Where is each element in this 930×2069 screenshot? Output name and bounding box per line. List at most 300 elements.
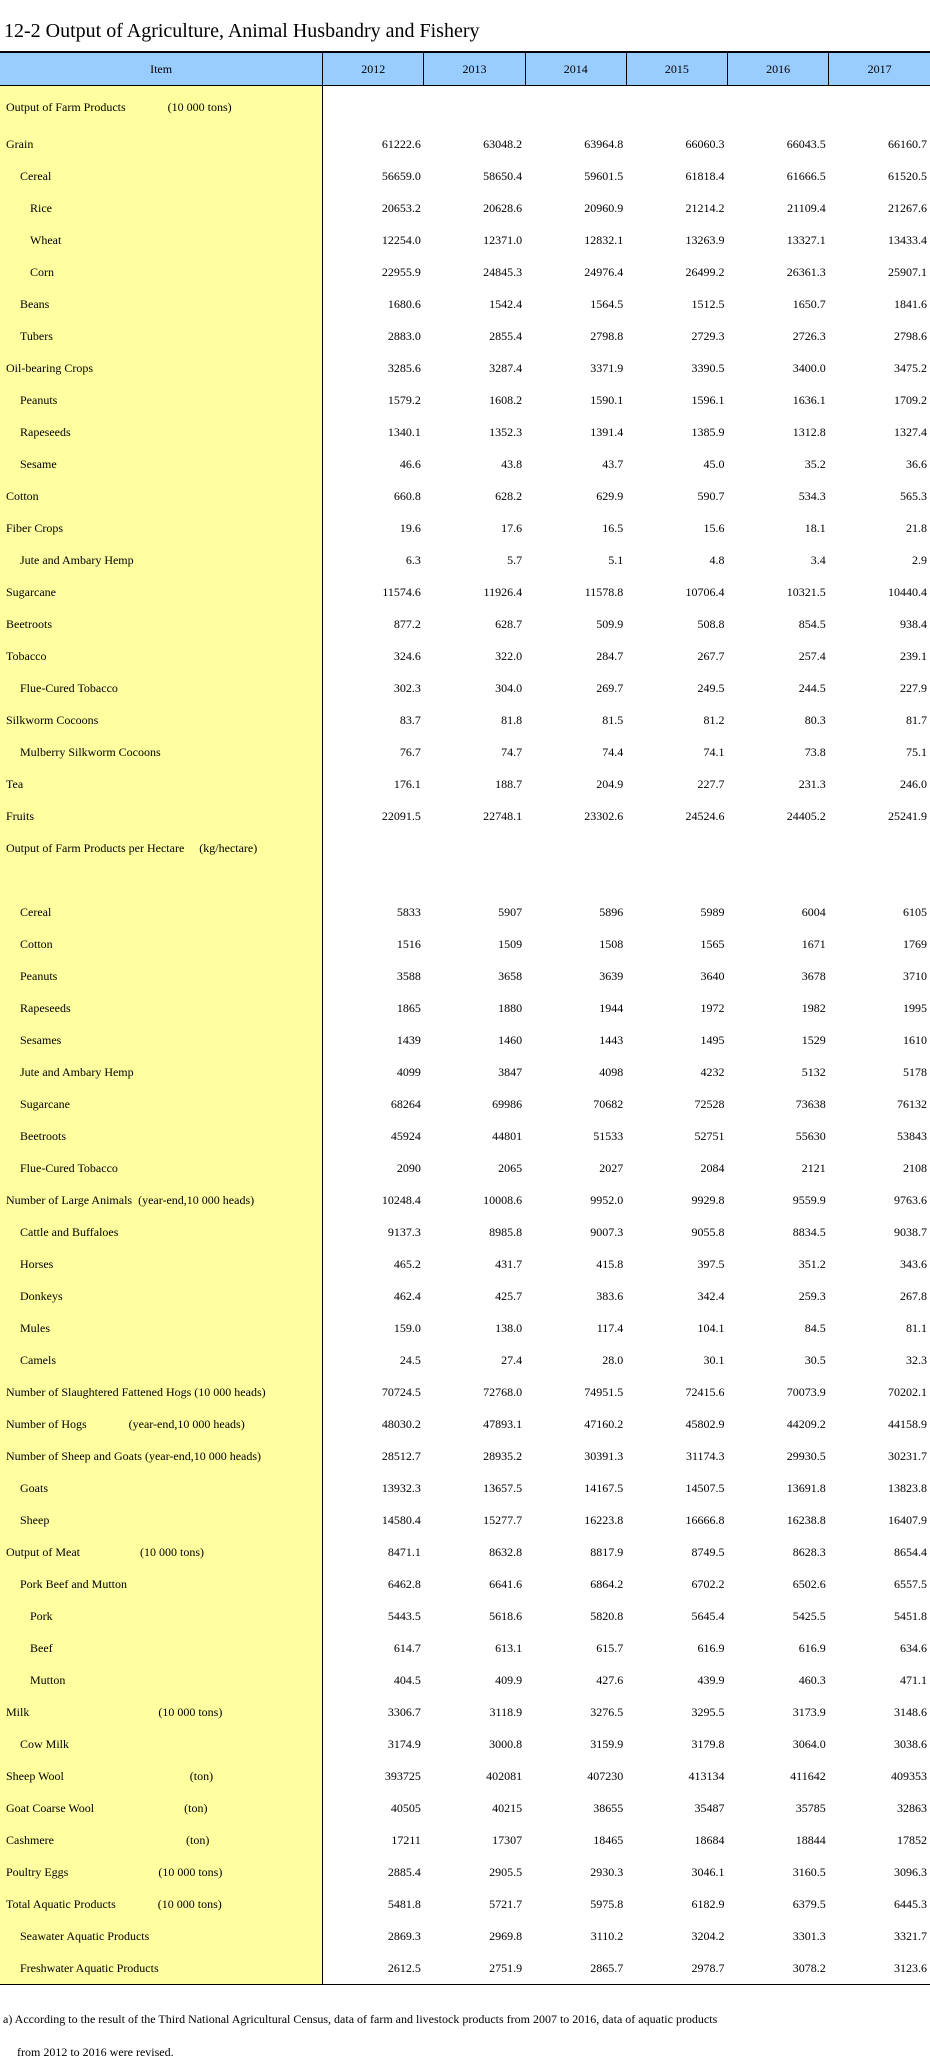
table-row (0, 1248, 930, 1280)
table-row (0, 224, 930, 256)
row-value: 10321.5 (786, 584, 826, 599)
row-value: 343.6 (900, 1256, 927, 1271)
row-value: 634.6 (900, 1640, 927, 1655)
row-value: 61818.4 (685, 168, 725, 183)
header-year: 2017 (829, 52, 930, 86)
row-value (525, 832, 626, 864)
row-value: 3371.9 (590, 360, 624, 375)
row-value: 24845.3 (483, 264, 523, 279)
row-value: 38655 (593, 1800, 624, 1815)
row-value: 1439 (396, 1032, 421, 1047)
row-value (829, 86, 930, 129)
table-row (0, 1760, 930, 1792)
row-value: 613.1 (495, 1640, 523, 1655)
row-value: 30.5 (804, 1352, 826, 1367)
row-value: 10440.4 (888, 584, 927, 599)
row-value: 159.0 (393, 1320, 421, 1335)
row-value: 17211 (391, 1832, 421, 1847)
row-value: 80.3 (804, 712, 826, 727)
row-value: 104.1 (697, 1320, 725, 1335)
row-value: 5989 (700, 904, 725, 919)
row-label: Mulberry Silkworm Cocoons (0, 736, 323, 768)
row-value: 8985.8 (489, 1224, 523, 1239)
row-value: 24976.4 (584, 264, 624, 279)
table-row (0, 608, 930, 640)
row-value: 45.0 (703, 456, 725, 471)
row-value: 2090 (396, 1160, 421, 1175)
row-value: 35487 (694, 1800, 725, 1815)
row-value: 8628.3 (792, 1544, 826, 1559)
table-row (0, 1472, 930, 1504)
footnote-line-2: from 2012 to 2016 were revised. (17, 2045, 174, 2059)
row-value: 227.9 (900, 680, 927, 695)
row-value: 2798.8 (590, 328, 624, 343)
row-label: Jute and Ambary Hemp (0, 1056, 323, 1088)
row-value: 3038.6 (894, 1736, 927, 1751)
row-value: 2065 (498, 1160, 523, 1175)
row-value: 10706.4 (685, 584, 725, 599)
row-value: 22955.9 (381, 264, 421, 279)
row-label: Seawater Aquatic Products (0, 1920, 323, 1952)
row-value: 3064.0 (792, 1736, 826, 1751)
row-value: 45802.9 (685, 1416, 725, 1431)
row-value: 462.4 (393, 1288, 421, 1303)
row-value: 2027 (599, 1160, 624, 1175)
row-label: Sesames (0, 1024, 323, 1056)
row-value: 17.6 (501, 520, 523, 535)
row-value: 628.2 (495, 488, 523, 503)
row-value: 3000.8 (489, 1736, 523, 1751)
row-value: 3078.2 (728, 1952, 829, 1985)
table-row (0, 1664, 930, 1696)
row-label: Fruits (0, 800, 323, 832)
row-value: 72415.6 (685, 1384, 725, 1399)
row-value: 5975.8 (590, 1896, 624, 1911)
row-value: 55630 (795, 1128, 826, 1143)
row-value: 3640 (700, 968, 725, 983)
row-value: 460.3 (798, 1672, 826, 1687)
row-value: 17852 (897, 1832, 927, 1847)
row-value: 53843 (897, 1128, 927, 1143)
table-row (0, 1824, 930, 1856)
row-label: Oil-bearing Crops (0, 352, 323, 384)
row-value: 508.8 (697, 616, 725, 631)
table-row (0, 864, 930, 896)
row-value: 46.6 (399, 456, 421, 471)
row-value: 8654.4 (894, 1544, 927, 1559)
row-value: 351.2 (798, 1256, 826, 1271)
row-label: Cotton (0, 928, 323, 960)
row-value: 51533 (593, 1128, 624, 1143)
table-row (0, 1024, 930, 1056)
row-label: Flue-Cured Tobacco (0, 1152, 323, 1184)
row-value: 2121 (801, 1160, 826, 1175)
table-body (0, 86, 930, 1985)
row-value: 3306.7 (387, 1704, 421, 1719)
row-value: 81.2 (703, 712, 725, 727)
row-value: 68264 (390, 1096, 421, 1111)
header-year: 2016 (728, 52, 829, 86)
row-value: 244.5 (798, 680, 826, 695)
row-value: 26499.2 (685, 264, 725, 279)
row-value: 404.5 (393, 1672, 421, 1687)
row-value: 660.8 (393, 488, 421, 503)
row-value: 16.5 (602, 520, 624, 535)
row-label: Horses (0, 1248, 323, 1280)
row-value: 590.7 (697, 488, 725, 503)
row-value: 12832.1 (584, 232, 624, 247)
row-value: 13433.4 (888, 232, 927, 247)
row-value: 1769 (903, 936, 927, 951)
row-value: 1509 (498, 936, 523, 951)
table-row (0, 1888, 930, 1920)
row-value: 3204.2 (691, 1928, 725, 1943)
row-value: 249.5 (697, 680, 725, 695)
row-value: 239.1 (900, 648, 927, 663)
row-value: 3179.8 (691, 1736, 725, 1751)
row-value: 8834.5 (792, 1224, 826, 1239)
row-value: 44209.2 (786, 1416, 826, 1431)
row-value: 3174.9 (387, 1736, 421, 1751)
row-value: 284.7 (596, 648, 624, 663)
row-value: 9007.3 (590, 1224, 624, 1239)
row-label: Peanuts (0, 960, 323, 992)
row-value: 616.9 (697, 1640, 725, 1655)
row-value: 407230 (587, 1768, 624, 1783)
header-year: 2015 (626, 52, 727, 86)
table-row (0, 384, 930, 416)
row-value: 13932.3 (381, 1480, 421, 1495)
row-value: 45924 (390, 1128, 421, 1143)
table-row (0, 1952, 930, 1985)
row-label: Total Aquatic Products (10 000 tons) (0, 1888, 323, 1920)
row-value: 63048.2 (483, 136, 523, 151)
row-label: Output of Meat (10 000 tons) (0, 1536, 323, 1568)
row-label: Number of Large Animals (year-end,10 000 heads) (0, 1184, 323, 1216)
table-row (0, 416, 930, 448)
row-value: 17307 (492, 1832, 523, 1847)
row-value: 1596.1 (691, 392, 725, 407)
row-value: 3321.7 (894, 1928, 927, 1943)
row-value: 3475.2 (894, 360, 927, 375)
table-row (0, 896, 930, 928)
table-row (0, 1536, 930, 1568)
row-value: 1391.4 (590, 424, 624, 439)
row-value: 877.2 (393, 616, 421, 631)
row-value: 28.0 (602, 1352, 624, 1367)
row-value: 1443 (599, 1032, 624, 1047)
row-label: Sugarcane (0, 576, 323, 608)
row-value: 56659.0 (381, 168, 421, 183)
row-value (626, 832, 727, 864)
row-value: 30.1 (703, 1352, 725, 1367)
row-value: 81.5 (602, 712, 624, 727)
row-value: 465.2 (393, 1256, 421, 1271)
row-label: Tea (0, 768, 323, 800)
row-value: 6502.6 (792, 1576, 826, 1591)
table-row (0, 1696, 930, 1728)
table-row (0, 86, 930, 129)
row-value: 2612.5 (323, 1952, 424, 1985)
row-value: 3295.5 (691, 1704, 725, 1719)
row-value: 628.7 (495, 616, 523, 631)
table-row (0, 672, 930, 704)
row-value: 413134 (688, 1768, 725, 1783)
row-value: 2885.4 (387, 1864, 421, 1879)
row-value: 3678 (801, 968, 826, 983)
row-value: 2108 (903, 1160, 927, 1175)
row-value: 21.8 (906, 520, 927, 535)
row-value: 25907.1 (888, 264, 927, 279)
row-value: 1385.9 (691, 424, 725, 439)
table-row (0, 1152, 930, 1184)
row-value: 81.1 (906, 1320, 927, 1335)
row-value: 1880 (498, 1000, 523, 1015)
row-label: Corn (0, 256, 323, 288)
row-value: 2751.9 (424, 1952, 525, 1985)
row-value (829, 864, 930, 896)
row-value: 8471.1 (387, 1544, 421, 1559)
row-value: 74951.5 (584, 1384, 624, 1399)
row-value: 29930.5 (786, 1448, 826, 1463)
row-value: 402081 (486, 1768, 523, 1783)
row-value: 431.7 (495, 1256, 523, 1271)
table-row (0, 1312, 930, 1344)
row-value: 16238.8 (786, 1512, 826, 1527)
row-value: 12254.0 (381, 232, 421, 247)
table-row (0, 1792, 930, 1824)
row-value: 3159.9 (590, 1736, 624, 1751)
row-value: 3400.0 (792, 360, 826, 375)
row-value: 6004 (801, 904, 826, 919)
row-label: Goats (0, 1472, 323, 1504)
row-label: Sugarcane (0, 1088, 323, 1120)
row-value: 3160.5 (792, 1864, 826, 1879)
row-label: Milk (10 000 tons) (0, 1696, 323, 1728)
table-row (0, 992, 930, 1024)
row-value (728, 864, 829, 896)
row-value: 11574.6 (382, 584, 421, 599)
row-value: 70724.5 (381, 1384, 421, 1399)
row-value: 2905.5 (489, 1864, 523, 1879)
row-value: 47160.2 (584, 1416, 624, 1431)
row-value: 1340.1 (387, 424, 421, 439)
row-value: 15.6 (703, 520, 725, 535)
table-row (0, 1856, 930, 1888)
row-value: 8632.8 (489, 1544, 523, 1559)
row-value: 409.9 (495, 1672, 523, 1687)
row-label: Tubers (0, 320, 323, 352)
row-value: 2.9 (912, 552, 927, 567)
row-value: 342.4 (697, 1288, 725, 1303)
page-title: 12-2 Output of Agriculture, Animal Husbandry and Fishery (4, 20, 480, 43)
row-label: Donkeys (0, 1280, 323, 1312)
row-value (728, 832, 829, 864)
table-row (0, 320, 930, 352)
row-value: 5833 (396, 904, 421, 919)
row-value: 1508 (599, 936, 624, 951)
row-value: 70202.1 (888, 1384, 927, 1399)
row-value: 269.7 (596, 680, 624, 695)
row-label: Sheep Wool (ton) (0, 1760, 323, 1792)
row-value: 2978.7 (626, 1952, 727, 1985)
row-value: 1516 (396, 936, 421, 951)
row-value: 427.6 (596, 1672, 624, 1687)
row-value: 18844 (795, 1832, 826, 1847)
row-value: 6105 (903, 904, 927, 919)
row-value: 5132 (801, 1064, 826, 1079)
row-label: Sheep (0, 1504, 323, 1536)
row-label: Cow Milk (0, 1728, 323, 1760)
table-row (0, 960, 930, 992)
row-value: 1841.6 (894, 296, 927, 311)
row-label: Sesame (0, 448, 323, 480)
row-value: 411642 (790, 1768, 826, 1783)
row-value: 3110.2 (590, 1928, 624, 1943)
row-value (829, 832, 930, 864)
row-value: 1542.4 (489, 296, 523, 311)
row-value: 415.8 (596, 1256, 624, 1271)
row-label: Mutton (0, 1664, 323, 1696)
row-value: 9055.8 (691, 1224, 725, 1239)
row-value: 439.9 (697, 1672, 725, 1687)
row-value: 70073.9 (786, 1384, 826, 1399)
row-value: 84.5 (804, 1320, 826, 1335)
row-value: 1671 (801, 936, 826, 951)
row-value: 3173.9 (792, 1704, 826, 1719)
row-label: Beans (0, 288, 323, 320)
table-row (0, 480, 930, 512)
row-value: 425.7 (495, 1288, 523, 1303)
row-value: 36.6 (906, 456, 927, 471)
row-label: Pork (0, 1600, 323, 1632)
row-label: Output of Farm Products (10 000 tons) (0, 86, 323, 129)
row-value: 73638 (795, 1096, 826, 1111)
row-value: 70682 (593, 1096, 624, 1111)
row-value: 2930.3 (590, 1864, 624, 1879)
row-value: 44801 (492, 1128, 523, 1143)
row-value: 1352.3 (489, 424, 523, 439)
row-value: 3096.3 (894, 1864, 927, 1879)
row-value: 16223.8 (584, 1512, 624, 1527)
row-value: 1995 (903, 1000, 927, 1015)
row-value: 35785 (795, 1800, 826, 1815)
row-label: Tobacco (0, 640, 323, 672)
row-value: 1982 (801, 1000, 826, 1015)
row-value: 43.8 (501, 456, 523, 471)
row-value (424, 86, 525, 129)
table-row (0, 544, 930, 576)
row-label: Beef (0, 1632, 323, 1664)
row-value (323, 832, 424, 864)
row-value: 615.7 (596, 1640, 624, 1655)
row-value: 40215 (492, 1800, 523, 1815)
table-row (0, 1632, 930, 1664)
row-value: 14167.5 (584, 1480, 624, 1495)
row-value: 1944 (599, 1000, 624, 1015)
table-row (0, 1504, 930, 1536)
row-value: 9952.0 (590, 1192, 624, 1207)
row-value: 3847 (498, 1064, 523, 1079)
row-value (424, 864, 525, 896)
row-value: 1865 (396, 1000, 421, 1015)
table-row (0, 256, 930, 288)
table-row (0, 1376, 930, 1408)
row-value: 13823.8 (888, 1480, 927, 1495)
row-value: 76.7 (399, 744, 421, 759)
row-value: 397.5 (697, 1256, 725, 1271)
row-value (424, 832, 525, 864)
row-value (626, 864, 727, 896)
table-row (0, 448, 930, 480)
row-value: 3.4 (810, 552, 826, 567)
header-item: Item (0, 52, 323, 86)
row-value: 5896 (599, 904, 624, 919)
table-row (0, 1728, 930, 1760)
row-label: Pork Beef and Mutton (0, 1568, 323, 1600)
table-row (0, 160, 930, 192)
header-year: 2013 (424, 52, 525, 86)
table-row (0, 1056, 930, 1088)
row-label: Jute and Ambary Hemp (0, 544, 323, 576)
row-value: 76132 (897, 1096, 927, 1111)
row-value: 5721.7 (489, 1896, 523, 1911)
row-value: 18.1 (804, 520, 826, 535)
row-value: 3588 (396, 968, 421, 983)
row-value: 3390.5 (691, 360, 725, 375)
row-value: 24524.6 (685, 808, 725, 823)
row-value: 302.3 (393, 680, 421, 695)
row-value: 69986 (492, 1096, 523, 1111)
row-value: 3148.6 (894, 1704, 927, 1719)
row-label: Output of Farm Products per Hectare (kg/hectare) (0, 832, 323, 864)
row-value: 471.1 (900, 1672, 927, 1687)
row-value: 11578.8 (584, 584, 624, 599)
row-value: 3118.9 (489, 1704, 523, 1719)
row-label: Number of Slaughtered Fattened Hogs (10 000 heads) (0, 1376, 323, 1408)
row-value: 1312.8 (792, 424, 826, 439)
row-value: 257.4 (798, 648, 826, 663)
row-value: 5481.8 (387, 1896, 421, 1911)
row-value: 73.8 (804, 744, 826, 759)
row-value: 13327.1 (786, 232, 826, 247)
row-value: 117.4 (596, 1320, 624, 1335)
row-label: Cattle and Buffaloes (0, 1216, 323, 1248)
row-value: 13657.5 (483, 1480, 523, 1495)
table-row (0, 1344, 930, 1376)
header-year: 2012 (323, 52, 424, 86)
table-row (0, 640, 930, 672)
row-value: 6445.3 (894, 1896, 927, 1911)
row-value: 9038.7 (894, 1224, 927, 1239)
row-value: 5907 (498, 904, 523, 919)
row-value: 28935.2 (483, 1448, 523, 1463)
row-value: 1327.4 (894, 424, 927, 439)
row-value: 1636.1 (792, 392, 826, 407)
row-value: 6702.2 (691, 1576, 725, 1591)
table-row (0, 1408, 930, 1440)
row-value: 5.7 (507, 552, 523, 567)
row-value: 267.8 (900, 1288, 927, 1303)
table-row (0, 1216, 930, 1248)
row-value: 61222.6 (381, 136, 421, 151)
row-value: 9929.8 (691, 1192, 725, 1207)
row-value: 534.3 (798, 488, 826, 503)
row-value: 9137.3 (387, 1224, 421, 1239)
table-row (0, 1920, 930, 1952)
row-value: 28512.7 (381, 1448, 421, 1463)
row-value: 3276.5 (590, 1704, 624, 1719)
